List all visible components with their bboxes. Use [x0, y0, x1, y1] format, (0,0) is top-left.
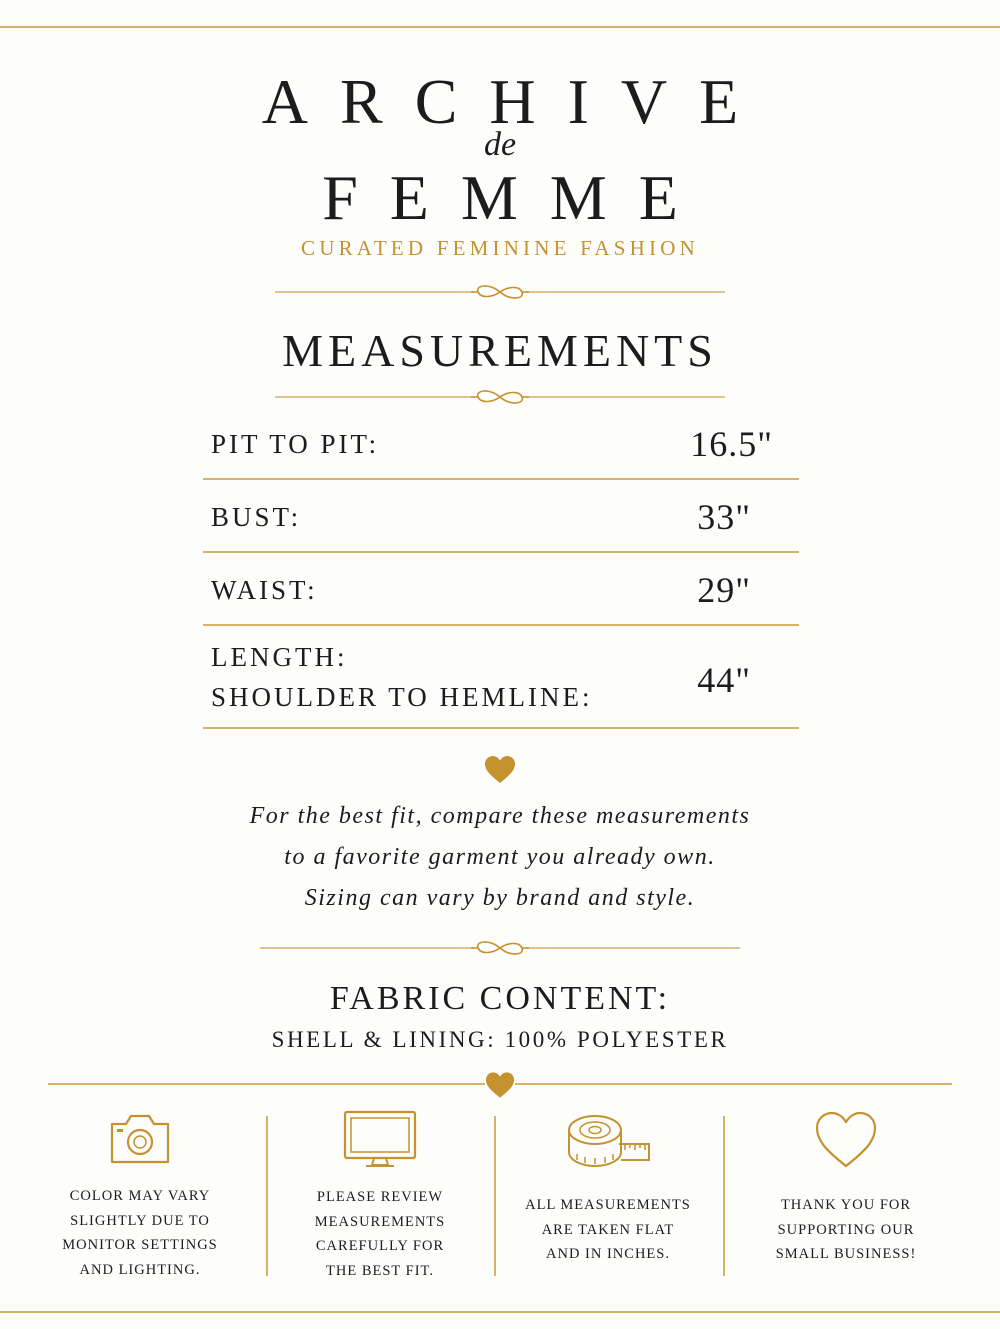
heart-icon	[485, 1072, 515, 1099]
feature-text	[494, 1193, 722, 1267]
feature-line: MONITOR SETTINGS	[62, 1237, 218, 1253]
feature-line: THANK YOU FOR	[780, 1197, 912, 1213]
measurements-heading: MEASUREMENTS	[282, 325, 718, 376]
feature-line: PLEASE REVIEW	[316, 1189, 444, 1205]
fit-note-line-1: For the best fit, compare these measurements	[249, 803, 751, 829]
fit-note-line-2: to a favorite garment you already own.	[284, 844, 716, 870]
row-divider	[203, 551, 799, 553]
ornament-divider	[275, 387, 725, 407]
feature-line: SUPPORTING OUR	[777, 1221, 915, 1238]
bottom-border	[0, 1311, 1000, 1313]
feature-text	[266, 1185, 494, 1283]
top-border	[0, 26, 1000, 28]
ornament-divider	[275, 282, 725, 302]
row-divider	[203, 624, 799, 626]
fabric-content-value: SHELL & LINING: 100% POLYESTER	[271, 1027, 729, 1052]
feature-text	[26, 1184, 254, 1282]
measurement-sublabel: SHOULDER TO HEMLINE:	[211, 682, 593, 712]
brand-name-line-3: FEMME	[322, 162, 710, 233]
brand-name-line-1: ARCHIVE	[261, 66, 771, 137]
measurement-value: 33"	[697, 497, 751, 537]
camera-icon	[106, 1108, 174, 1168]
feature-line: SLIGHTLY DUE TO	[70, 1212, 210, 1229]
feature-line: AND LIGHTING.	[79, 1261, 201, 1278]
feature-line: ARE TAKEN FLAT	[541, 1221, 675, 1238]
monitor-icon	[342, 1108, 418, 1170]
feature-line: CAREFULLY FOR	[315, 1238, 445, 1254]
row-divider	[203, 478, 799, 480]
measurement-row-pit-to-pit	[203, 422, 799, 480]
fit-note-line-3: Sizing can vary by brand and style.	[304, 885, 696, 911]
fabric-content-title: FABRIC CONTENT:	[329, 980, 671, 1017]
column-separator	[723, 1116, 725, 1276]
measurement-row-waist	[203, 569, 799, 627]
heart-outline-icon	[813, 1108, 879, 1170]
feature-text	[732, 1193, 960, 1267]
measurement-label: LENGTH:	[211, 642, 348, 672]
feature-line: COLOR MAY VARY	[69, 1188, 211, 1204]
feature-color-note	[26, 1108, 254, 1278]
measuring-tape-icon	[563, 1108, 653, 1174]
feature-line: MEASUREMENTS	[314, 1213, 446, 1230]
feature-review-note	[266, 1108, 494, 1279]
ornament-divider	[260, 938, 740, 958]
feature-line: SMALL BUSINESS!	[775, 1246, 917, 1262]
row-divider	[203, 727, 799, 729]
brand-tagline: CURATED FEMININE FASHION	[301, 236, 699, 260]
measurement-value: 44"	[697, 660, 751, 700]
measurement-row-bust	[203, 496, 799, 554]
measurement-label: PIT TO PIT:	[211, 429, 380, 459]
heart-icon	[484, 756, 516, 784]
feature-thanks-note	[732, 1108, 960, 1262]
feature-line: AND IN INCHES.	[546, 1246, 670, 1262]
feature-line: THE BEST FIT.	[326, 1262, 434, 1279]
measurement-value: 16.5"	[690, 424, 773, 464]
measurement-value: 29"	[697, 570, 751, 610]
measurement-label: BUST:	[211, 502, 302, 532]
brand-name-line-2: de	[483, 126, 517, 163]
measurement-row-length	[203, 636, 799, 730]
measurement-label: WAIST:	[211, 575, 318, 605]
feature-measuring-note	[494, 1108, 722, 1262]
feature-line: ALL MEASUREMENTS	[525, 1197, 691, 1213]
